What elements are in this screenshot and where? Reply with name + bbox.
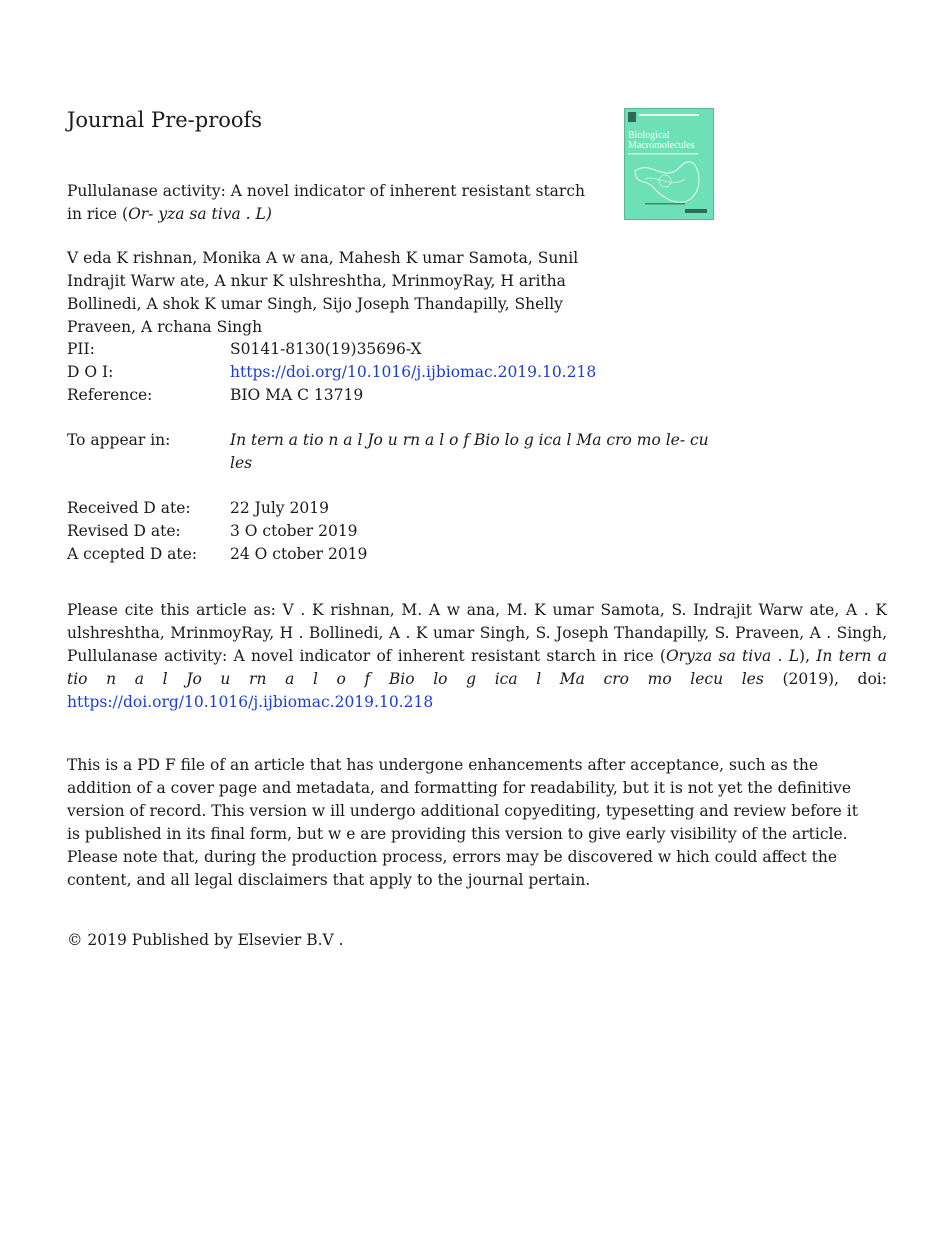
- citation-text-part2: ),: [799, 647, 817, 665]
- reference-label: Reference:: [67, 386, 153, 404]
- preproof-notice: This is a PD F file of an article that has undergone enhancements after acceptance, such as the addition of a cover page and metadata, and formatting for readability, but it is not yet the definitive version of record. This version w ill undergo additional copyediting, typesetting and review before it is published in its final form, but w e are providing this version to give early visibility of the article. Please note that, during the production process, errors may be discovered w hich could affect the content, and all legal disclaimers that apply to the journal pertain.: [67, 756, 858, 889]
- citation-journal: In tern a tio n a l Jo u rn a l o f Bio lo g ica l Ma cro mo lecu les: [67, 647, 887, 688]
- pii-value: S0141-8130(19)35696-X: [230, 340, 422, 358]
- received-date-value: 22 July 2019: [230, 499, 329, 517]
- pii-label: PII:: [67, 340, 95, 358]
- cover-title-line2: Macromolecules: [628, 140, 695, 151]
- citation-doi-link[interactable]: https://doi.org/10.1016/j.ijbiomac.2019.10.218: [67, 693, 434, 711]
- author-list: V eda K rishnan, Monika A w ana, Mahesh K umar Samota, Sunil Indrajit Warw ate, A nkur K ulshreshtha, MrinmoyRay, H aritha Bollinedi, A shok K umar Singh, Sijo Joseph Thandapilly, Shelly Praveen, A rchana Singh: [67, 249, 579, 336]
- cover-artwork: [625, 109, 713, 219]
- accepted-date-value: 24 O ctober 2019: [230, 545, 368, 563]
- accepted-date-label: A ccepted D ate:: [67, 545, 198, 563]
- revised-date-label: Revised D ate:: [67, 522, 181, 540]
- doi-link[interactable]: https://doi.org/10.1016/j.ijbiomac.2019.10.218: [230, 363, 597, 381]
- appear-in-journal: In tern a tio n a l Jo u rn a l o f Bio lo g ica l Ma cro mo le- cu les: [230, 431, 709, 472]
- article-title-species: Or- yza sa tiva . L): [128, 205, 272, 223]
- cover-title-line1: Biological: [628, 130, 670, 141]
- citation-paragraph: [67, 599, 887, 714]
- copyright-notice: © 2019 Published by Elsevier B.V .: [67, 931, 344, 949]
- article-title: [67, 180, 602, 226]
- appear-in-label: To appear in:: [67, 431, 171, 449]
- citation-species: Oryza sa tiva . L: [665, 647, 800, 665]
- revised-date-value: 3 O ctober 2019: [230, 522, 358, 540]
- citation-text-part1: Please cite this article as: V . K rishnan, M. A w ana, M. K umar Samota, S. Indrajit Warw ate, A . K ulshreshtha, MrinmoyRay, H . Bollinedi, A . K umar Singh, S. Joseph Thandapilly, S. Praveen, A . Singh, Pullulanase activity: A novel indicator of inherent resistant starch in rice (: [67, 601, 887, 665]
- elsevier-logo-icon: [628, 112, 636, 122]
- journal-cover-image: [624, 108, 714, 220]
- citation-text-part3: (2019), doi:: [763, 670, 887, 688]
- doi-label: D O I:: [67, 363, 114, 381]
- reference-value: BIO MA C 13719: [230, 386, 364, 404]
- journal-title: Journal Pre-proofs: [67, 108, 263, 132]
- received-date-label: Received D ate:: [67, 499, 191, 517]
- article-title-main: Pullulanase activity: A novel indicator of inherent resistant starch in rice (: [67, 182, 585, 223]
